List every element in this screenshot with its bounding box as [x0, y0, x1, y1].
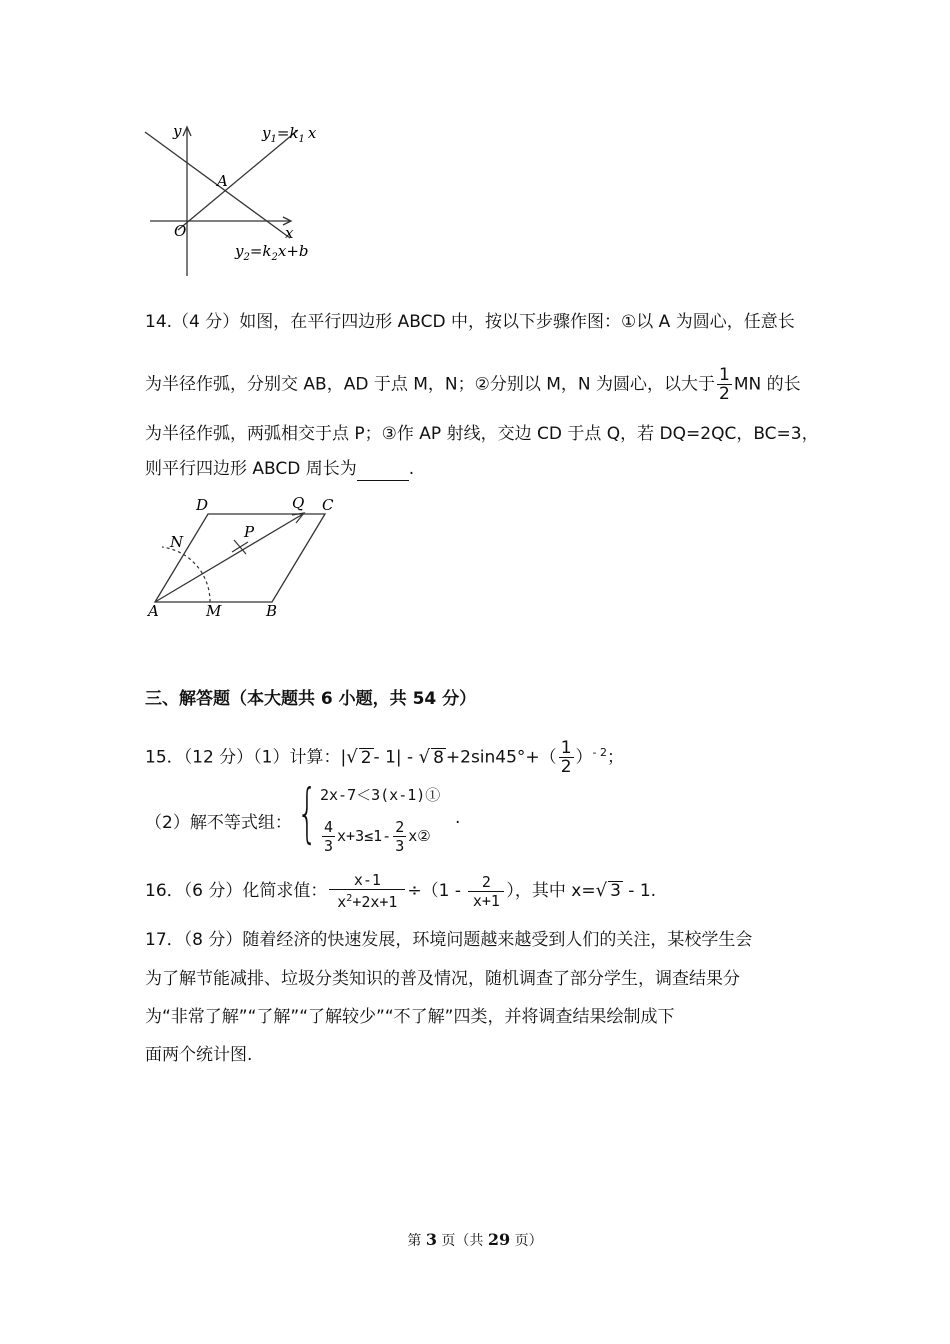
- page-footer: 第 3 页（共 29 页）: [407, 1230, 543, 1249]
- radicand-2: 2: [360, 747, 372, 768]
- q14-line-4-text: 则平行四边形 ABCD 周长为: [145, 459, 357, 479]
- q15-close: ）: [575, 747, 593, 768]
- q17-line-1: 17．（8 分）随着经济的快速发展，环境问题越来越受到人们的关注，某校学生会: [145, 930, 753, 950]
- line-y1: [178, 130, 298, 230]
- abs-mid: - 1: [373, 747, 396, 768]
- fraction-one-half: $\frac{1}{2}$: [719, 365, 730, 404]
- q15-period: .: [455, 808, 461, 828]
- q17-line-4: 面两个统计图.: [145, 1045, 253, 1065]
- q14-line-1: 14.（4 分）如图，在平行四边形 ABCD 中，按以下步骤作图：①以 A 为圆心，任意长: [145, 312, 795, 332]
- arc-mark-2: [232, 542, 248, 552]
- label-point-a: A: [217, 172, 228, 190]
- section-heading: 三、解答题（本大题共 6 小题，共 54 分）: [145, 689, 477, 709]
- label-m: M: [206, 602, 222, 620]
- parallelogram-abcd: [155, 514, 325, 602]
- sqrt-sign-3: √: [595, 880, 608, 901]
- q14-line-4: [145, 457, 414, 481]
- q16-after: ），其中 x=: [506, 881, 596, 901]
- label-x-axis: x: [285, 224, 294, 242]
- radicand-3: 3: [610, 881, 621, 901]
- label-q: Q: [292, 494, 305, 512]
- q14-line-3: 为半径作弧，两弧相交于点 P；③作 AP 射线，交边 CD 于点 Q，若 DQ=2QC，BC=3，: [145, 424, 819, 444]
- q16: [145, 868, 656, 914]
- radicand-8: 8: [433, 747, 444, 768]
- sqrt-sign: √: [346, 746, 358, 768]
- exponent: - 2: [592, 746, 607, 759]
- label-y2-equation: $y_2=k_2x+b$: [235, 242, 309, 263]
- label-b: B: [266, 602, 278, 620]
- q16-end: - 1.: [622, 881, 657, 901]
- q15-part1: [145, 733, 624, 778]
- q14-period: .: [408, 459, 415, 479]
- q16-div: ÷（1 -: [407, 881, 467, 901]
- abs-bar-close: |: [395, 747, 402, 768]
- page-number: 3: [425, 1230, 437, 1249]
- minus-sign: -: [401, 747, 419, 768]
- label-n: N: [170, 533, 184, 551]
- q15-mid: +2sin45°+（: [445, 747, 557, 768]
- label-a: A: [148, 602, 159, 620]
- label-origin: O: [174, 222, 187, 240]
- sqrt-sign-2: √: [418, 746, 431, 768]
- q17-line-3: 为“非常了解”“了解”“了解较少”“不了解”四类，并将调查结果绘制成下: [145, 1007, 675, 1027]
- label-p: P: [244, 523, 255, 541]
- q15-prefix: 15．（12 分）（1）计算：: [145, 747, 341, 768]
- q16-prefix: 16．（6 分）化简求值：: [145, 881, 328, 901]
- q16-fraction-2: $\frac{2}{x+1}$: [468, 873, 504, 910]
- label-y-axis: y: [173, 122, 182, 140]
- q14-line-2: [145, 366, 801, 403]
- figure-linear-functions: [140, 118, 340, 283]
- inequality-2: $\frac{4}{3}$ x+3≤1- $\frac{2}{3}$ x②: [324, 818, 431, 855]
- q15-part2-label: （2）解不等式组：: [145, 813, 292, 833]
- q14-line-2-text-a: 为半径作弧，分别交 AB，AD 于点 M，N；②分别以 M，N 为圆心，以大于: [145, 374, 716, 395]
- label-y1-equation: $y_1=k_1$ x: [262, 124, 317, 145]
- abs-bar-open: |: [340, 747, 347, 768]
- brace: {: [297, 777, 318, 851]
- answer-blank: [357, 462, 409, 481]
- label-d: D: [196, 496, 209, 514]
- label-c: C: [322, 496, 334, 514]
- ray-ap: [155, 514, 303, 602]
- q15-end: ；: [606, 747, 624, 768]
- q17-line-2: 为了解节能减排、垃圾分类知识的普及情况，随机调查了部分学生，调查结果分: [145, 969, 740, 989]
- figure-parallelogram: [140, 492, 350, 627]
- q16-fraction-1: $\frac{x-1}{x^2+2x+1}$: [329, 871, 405, 911]
- inequality-1: 2x-7＜3(x-1)①: [320, 786, 441, 804]
- q14-line-2-text-b: MN 的长: [733, 374, 801, 395]
- page-total: 29: [487, 1230, 511, 1249]
- ray-arrow: [292, 513, 304, 523]
- fraction-one-half-q15: $\frac{1}{2}$: [560, 738, 572, 778]
